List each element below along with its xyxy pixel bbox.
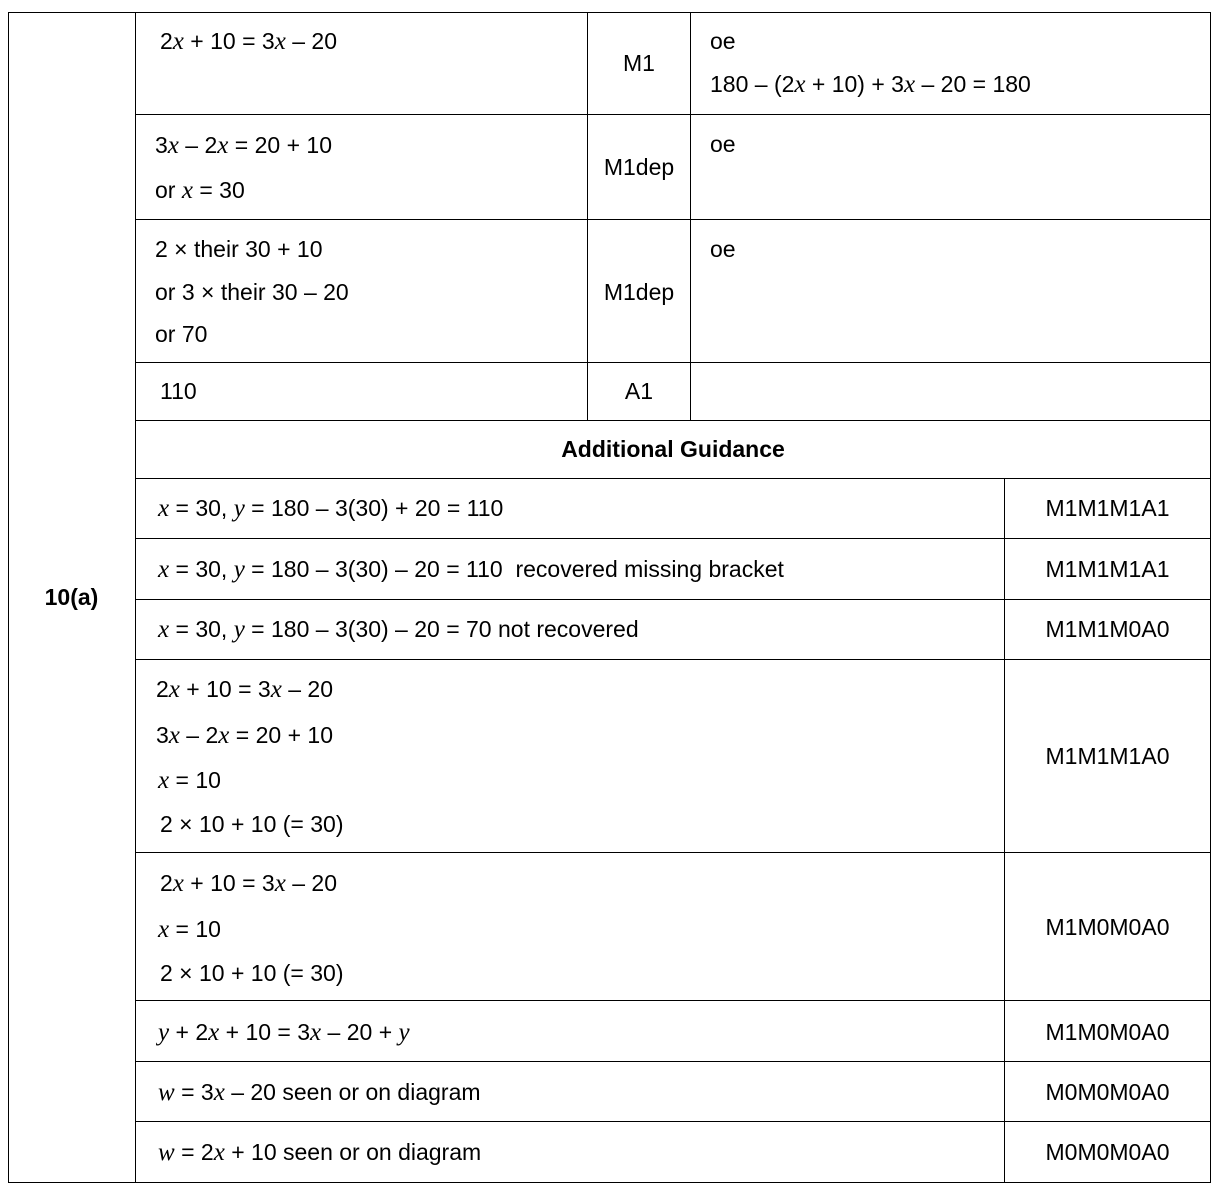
- working-row-1-line-1: 2x + 10 = 3x – 20: [160, 28, 337, 55]
- guidance-row-8: w = 2x + 10 seen or on diagram: [158, 1139, 482, 1166]
- comment-row-2: oe: [710, 131, 736, 157]
- guidance-header: Additional Guidance: [561, 436, 785, 462]
- mark-row-4: A1: [624, 378, 654, 404]
- comment-row-1-line-1: oe: [710, 28, 736, 54]
- working-row-3-line-2: or 3 × their 30 – 20: [155, 279, 349, 305]
- guidance-row-6: y + 2x + 10 = 3x – 20 + y: [158, 1019, 410, 1046]
- guidance-marks-2: M1M1M1A1: [1045, 556, 1170, 582]
- guidance-marks-1: M1M1M1A1: [1045, 495, 1170, 521]
- guidance-row-5-line-2: x = 10: [158, 916, 221, 943]
- guidance-row-2: x = 30, y = 180 – 3(30) – 20 = 110 recovered missing bracket: [158, 556, 784, 583]
- mark-row-2: M1dep: [603, 154, 675, 180]
- guidance-marks-7: M0M0M0A0: [1045, 1079, 1170, 1105]
- guidance-marks-8: M0M0M0A0: [1045, 1139, 1170, 1165]
- working-row-2-line-1: 3x – 2x = 20 + 10: [155, 132, 332, 159]
- working-row-2-line-2: or x = 30: [155, 177, 245, 204]
- question-number: 10(a): [44, 584, 99, 610]
- guidance-row-7: w = 3x – 20 seen or on diagram: [158, 1079, 481, 1106]
- guidance-row-1: x = 30, y = 180 – 3(30) + 20 = 110: [158, 495, 504, 522]
- working-row-4: 110: [160, 378, 197, 404]
- guidance-row-5-line-3: 2 × 10 + 10 (= 30): [160, 960, 344, 986]
- mark-row-1: M1: [623, 50, 655, 76]
- guidance-row-4-line-2: 3x – 2x = 20 + 10: [156, 722, 333, 749]
- guidance-row-4-line-1: 2x + 10 = 3x – 20: [156, 676, 333, 703]
- comment-row-3: oe: [710, 236, 736, 262]
- guidance-marks-5: M1M0M0A0: [1045, 914, 1170, 940]
- guidance-row-5-line-1: 2x + 10 = 3x – 20: [160, 870, 337, 897]
- comment-row-1-line-2: 180 – (2x + 10) + 3x – 20 = 180: [710, 71, 1031, 98]
- mark-row-3: M1dep: [603, 279, 675, 305]
- working-row-3-line-3: or 70: [155, 321, 208, 347]
- guidance-marks-6: M1M0M0A0: [1045, 1019, 1170, 1045]
- guidance-row-3: x = 30, y = 180 – 3(30) – 20 = 70 not recovered: [158, 616, 639, 643]
- guidance-row-4-line-3: x = 10: [158, 767, 221, 794]
- guidance-row-4-line-4: 2 × 10 + 10 (= 30): [160, 811, 344, 837]
- working-row-3-line-1: 2 × their 30 + 10: [155, 236, 323, 262]
- guidance-marks-4: M1M1M1A0: [1045, 743, 1170, 769]
- guidance-marks-3: M1M1M0A0: [1045, 616, 1170, 642]
